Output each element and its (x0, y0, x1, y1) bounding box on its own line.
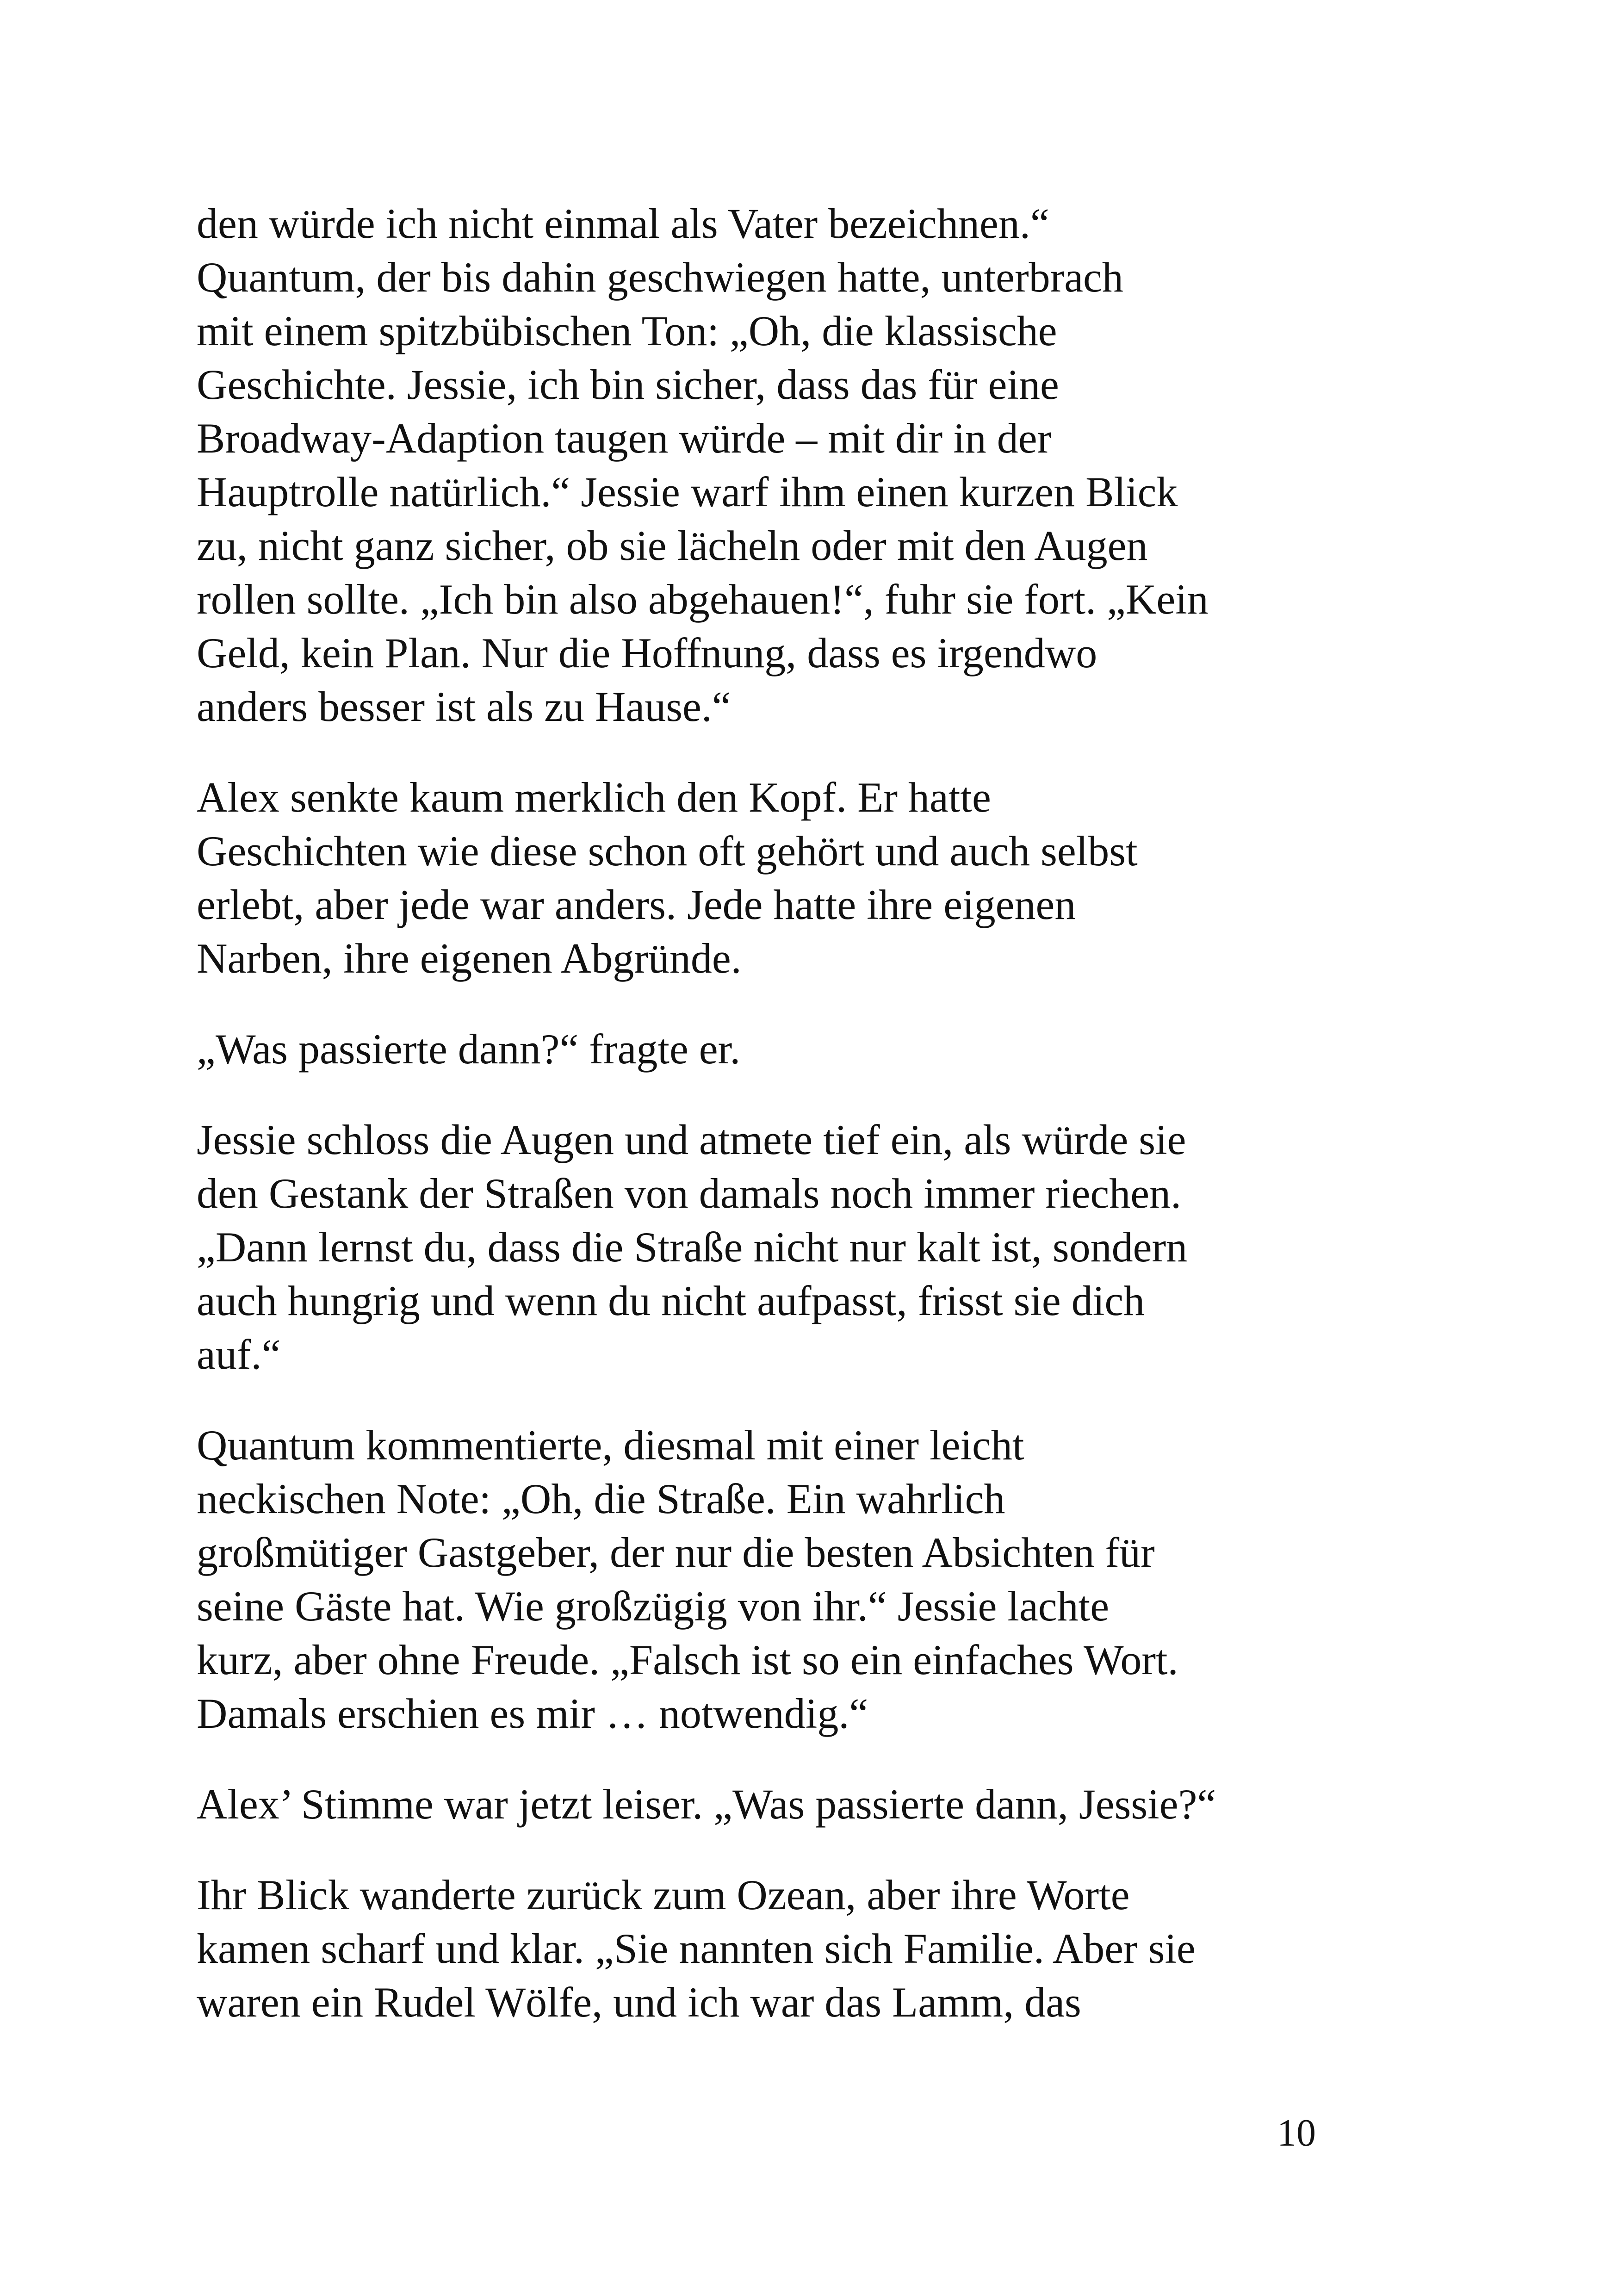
text-line: Ihr Blick wanderte zurück zum Ozean, aber ihre Worte (197, 1871, 1130, 1918)
text-line: Narben, ihre eigenen Abgründe. (197, 935, 742, 982)
text-line: Alex senkte kaum merklich den Kopf. Er hatte (197, 774, 991, 821)
text-line: Alex’ Stimme war jetzt leiser. „Was passierte dann, Jessie?“ (197, 1781, 1216, 1828)
text-line: mit einem spitzbübischen Ton: „Oh, die klassische (197, 307, 1057, 354)
text-line: Geschichten wie diese schon oft gehört und auch selbst (197, 827, 1138, 875)
text-line: großmütiger Gastgeber, der nur die besten Absichten für (197, 1529, 1155, 1576)
text-line: auf.“ (197, 1331, 281, 1378)
text-line: neckischen Note: „Oh, die Straße. Ein wahrlich (197, 1475, 1005, 1522)
text-line: Jessie schloss die Augen und atmete tief ein, als würde sie (197, 1116, 1186, 1163)
text-line: Geschichte. Jessie, ich bin sicher, dass das für eine (197, 361, 1059, 408)
text-line: erlebt, aber jede war anders. Jede hatte ihre eigenen (197, 881, 1076, 928)
text-line: Hauptrolle natürlich.“ Jessie warf ihm einen kurzen Blick (197, 468, 1178, 515)
paragraph-4 (197, 1113, 1423, 1381)
text-line: kamen scharf und klar. „Sie nannten sich Familie. Aber sie (197, 1925, 1196, 1972)
text-line: seine Gäste hat. Wie großzügig von ihr.“ Jessie lachte (197, 1582, 1110, 1630)
paragraph-5 (197, 1418, 1423, 1740)
page-number: 10 (1277, 2111, 1316, 2154)
text-line: rollen sollte. „Ich bin also abgehauen!“, fuhr sie fort. „Kein (197, 576, 1209, 623)
text-line: „Dann lernst du, dass die Straße nicht nur kalt ist, sondern (197, 1223, 1188, 1271)
text-line: den Gestank der Straßen von damals noch immer riechen. (197, 1170, 1182, 1217)
text-line: zu, nicht ganz sicher, ob sie lächeln oder mit den Augen (197, 522, 1148, 569)
text-line: auch hungrig und wenn du nicht aufpasst, frisst sie dich (197, 1277, 1145, 1324)
text-line: Quantum, der bis dahin geschwiegen hatte, unterbrach (197, 254, 1123, 301)
text-line: Damals erschien es mir … notwendig.“ (197, 1690, 868, 1737)
text-line: „Was passierte dann?“ fragte er. (197, 1025, 741, 1073)
text-line: den würde ich nicht einmal als Vater bezeichnen.“ (197, 200, 1049, 247)
body-text (197, 197, 1423, 2066)
text-line: Geld, kein Plan. Nur die Hoffnung, dass es irgendwo (197, 629, 1097, 676)
text-line: anders besser ist als zu Hause.“ (197, 683, 731, 730)
paragraph-6 (197, 1777, 1423, 1831)
text-line: Quantum kommentierte, diesmal mit einer leicht (197, 1421, 1024, 1469)
paragraph-3 (197, 1022, 1423, 1076)
text-line: Broadway-Adaption taugen würde – mit dir in der (197, 415, 1052, 462)
paragraph-1 (197, 197, 1423, 733)
text-line: waren ein Rudel Wölfe, und ich war das Lamm, das (197, 1979, 1081, 2026)
paragraph-2 (197, 770, 1423, 985)
text-line: kurz, aber ohne Freude. „Falsch ist so ein einfaches Wort. (197, 1636, 1178, 1683)
paragraph-7 (197, 1868, 1423, 2029)
